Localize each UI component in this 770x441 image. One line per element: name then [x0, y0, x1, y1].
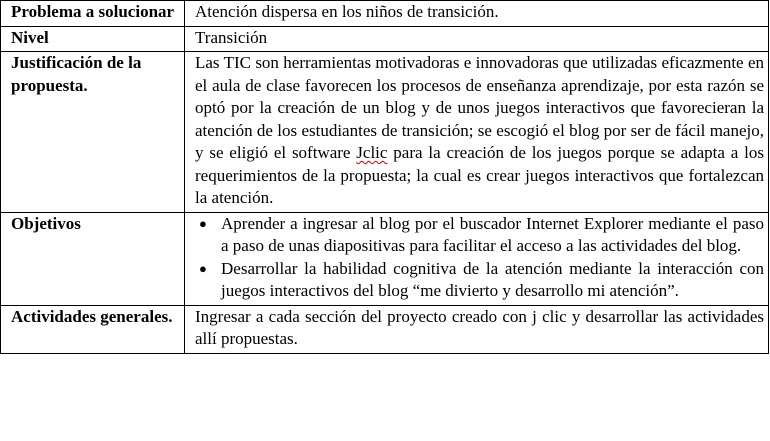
table-row-objectives	[1, 212, 769, 305]
row-label: Justificación de la propuesta.	[1, 52, 185, 213]
justification-text-a: Las TIC son herramientas motivadoras e innovadoras que utilizadas eficazmente en el aula de clase favorecen los procesos de enseñanza aprendizaje, por esta razón se optó por la creación de un blog y de unos juegos interactivos que favorecieran la atención de los estudiantes de transición; se escogió el blog por ser de fácil manejo, y se eligió el software	[195, 53, 764, 162]
row-value: Atención dispersa en los niños de transición.	[185, 1, 769, 27]
row-value	[185, 52, 769, 213]
row-value: Ingresar a cada sección del proyecto creado con j clic y desarrollar las actividades allí propuestas.	[185, 305, 769, 353]
bullet-icon: ●	[199, 215, 207, 231]
list-item	[195, 258, 764, 303]
table-row-level	[1, 26, 769, 52]
list-item	[195, 213, 764, 258]
objective-text: Desarrollar la habilidad cognitiva de la atención mediante la interacción con juegos interactivos del blog “me divierto y desarrollo mi atención”.	[221, 258, 764, 300]
bullet-icon: ●	[199, 260, 207, 276]
objectives-list	[195, 213, 764, 303]
spellcheck-flagged-word: Jclic	[356, 143, 388, 162]
table-row-justification	[1, 52, 769, 213]
row-label: Problema a solucionar	[1, 1, 185, 27]
row-label: Actividades generales.	[1, 305, 185, 353]
justification-text-b: para la creación de los juegos porque se adapta a los requerimientos de la propuesta; la cual es crear juegos interactivos que fortalezcan la atención.	[195, 143, 764, 207]
row-label: Objetivos	[1, 212, 185, 305]
row-label: Nivel	[1, 26, 185, 52]
table-row-activities	[1, 305, 769, 353]
row-value: Transición	[185, 26, 769, 52]
objective-text: Aprender a ingresar al blog por el buscador Internet Explorer mediante el paso a paso de unas diapositivas para facilitar el acceso a las actividades del blog.	[221, 213, 764, 255]
table-row-problem	[1, 1, 769, 27]
row-value	[185, 212, 769, 305]
